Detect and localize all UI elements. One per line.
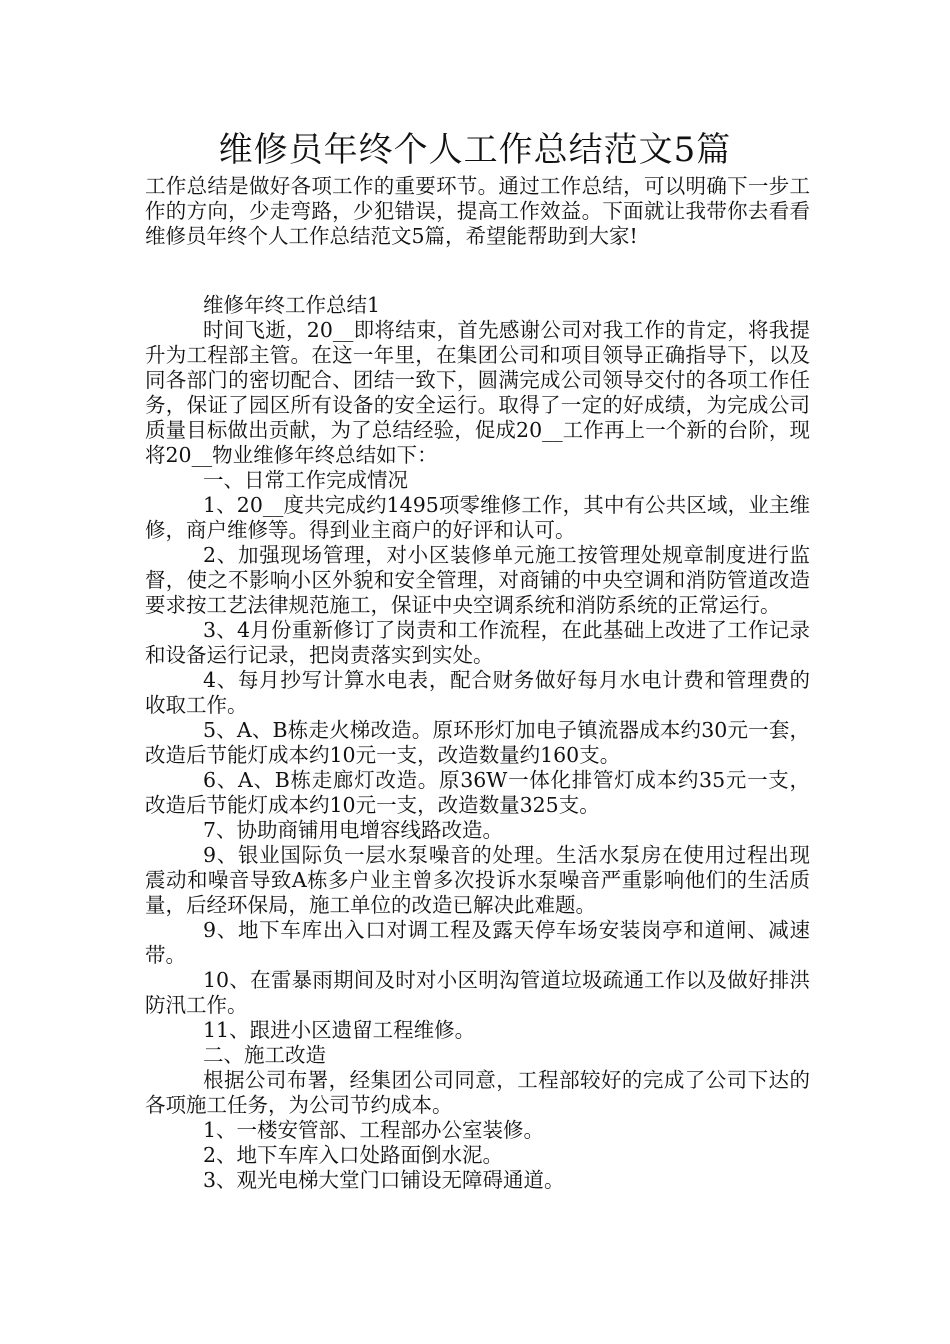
list-item: 2、地下车库入口处路面倒水泥。: [203, 1143, 504, 1167]
list-item: 2、加强现场管理，对小区装修单元施工按管理处规章制度进行监督，使之不影响小区外貌和安全管理，对商铺的中央空调和消防管道改造要求按工艺法律规范施工，保证中央空调系统和消防系统的正常运行。: [145, 543, 810, 617]
intro-paragraph: 工作总结是做好各项工作的重要环节。通过工作总结，可以明确下一步工作的方向，少走弯路，少犯错误，提高工作效益。下面就让我带你去看看维修员年终个人工作总结范文5篇，希望能帮助到大家!: [145, 174, 810, 248]
subheading-construction: 二、施工改造: [203, 1043, 326, 1067]
list-item: 3、观光电梯大堂门口铺设无障碍通道。: [203, 1168, 565, 1192]
paragraph: 根据公司布署，经集团公司同意，工程部较好的完成了公司下达的各项施工任务，为公司节约成本。: [145, 1068, 810, 1117]
document-title: 维修员年终个人工作总结范文5篇: [218, 130, 732, 170]
list-item: 6、A、B栋走廊灯改造。原36W一体化排管灯成本约35元一支，改造后节能灯成本约10元一支，改造数量325支。: [145, 768, 810, 817]
list-item: 9、银业国际负一层水泵噪音的处理。生活水泵房在使用过程出现震动和噪音导致A栋多户业主曾多次投诉水泵噪音严重影响他们的生活质量，后经环保局，施工单位的改造已解决此难题。: [145, 843, 810, 917]
list-item: 10、在雷暴雨期间及时对小区明沟管道垃圾疏通工作以及做好排洪防汛工作。: [145, 968, 810, 1017]
section-heading: 维修年终工作总结1: [203, 293, 381, 317]
list-item: 3、4月份重新修订了岗责和工作流程，在此基础上改进了工作记录和设备运行记录，把岗责落实到实处。: [145, 618, 810, 667]
list-item: 9、地下车库出入口对调工程及露天停车场安装岗亭和道闸、减速带。: [145, 918, 810, 967]
list-item: 7、协助商铺用电增容线路改造。: [203, 818, 504, 842]
document-body: [145, 174, 810, 1193]
list-item: 1、一楼安管部、工程部办公室装修。: [203, 1118, 545, 1142]
list-item: 1、20__度共完成约1495项零维修工作，其中有公共区域，业主维修，商户维修等。得到业主商户的好评和认可。: [145, 493, 810, 542]
list-item: 5、A、B栋走火梯改造。原环形灯加电子镇流器成本约30元一套，改造后节能灯成本约10元一支，改造数量约160支。: [145, 718, 810, 767]
list-item: 4、每月抄写计算水电表，配合财务做好每月水电计费和管理费的收取工作。: [145, 668, 810, 717]
subheading-daily-work: 一、日常工作完成情况: [203, 468, 408, 492]
paragraph-gap: [145, 249, 810, 293]
list-item: 11、跟进小区遗留工程维修。: [203, 1018, 476, 1042]
paragraph: 时间飞逝，20__即将结束，首先感谢公司对我工作的肯定，将我提升为工程部主管。在这一年里，在集团公司和项目领导正确指导下，以及同各部门的密切配合、团结一致下，圆满完成公司领导交付的各项工作任务，保证了园区所有设备的安全运行。取得了一定的好成绩，为完成公司质量目标做出贡献，为了总结经验，促成20__工作再上一个新的台阶，现将20__物业维修年终总结如下：: [145, 318, 810, 467]
